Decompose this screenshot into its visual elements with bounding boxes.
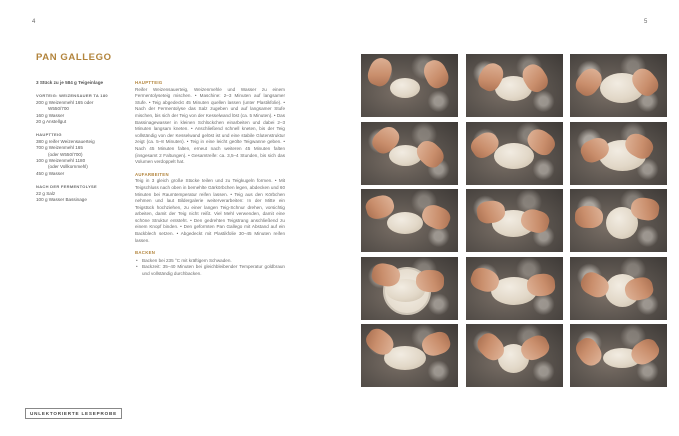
step-photo: [570, 122, 667, 185]
step-photo: [361, 324, 458, 387]
recipe-title: PAN GALLEGO: [36, 52, 112, 63]
dough: [494, 143, 534, 169]
step-photo: [361, 257, 458, 320]
ingredient-line: 380 g reifer Weizensauerteig: [36, 138, 95, 144]
ingredient-line: 450 g Wasser: [36, 170, 65, 176]
proof-stamp: UNLEKTORIERTE LESEPROBE: [25, 408, 122, 419]
ingredient-line: 200 g Weizenmehl 165 oder: [36, 99, 94, 105]
ingredient-line: 100 g Wasser Bassinage: [36, 197, 87, 203]
ingredient-group-heading: HAUPTTEIG: [36, 132, 62, 138]
ingredient-line: (oder Vollkornmehl): [48, 164, 88, 170]
ingredient-line: 20 g Anstellgut: [36, 119, 67, 125]
method-section-heading: AUFARBEITEN: [135, 171, 169, 177]
step-photo: [361, 122, 458, 185]
ingredient-line: (oder W550/700): [48, 151, 83, 157]
method-paragraph: Reifer Weizensauerteig, Weizenmehle und Wasser zu einem Fermentolyseteig mischen. • Maschine: 2–3 Minuten auf langsamer Stufe. • Teig abgedeckt 45 Minuten quellen lassen (unter Plastikfolie). • Nach der Fermentolyse das Salz zugeben und auf langsamer Stufe mischen, bis sich der Teig von der Kesselwand löst (ca. 5 Minuten). • Das Bassinagewasser in kleinen Schlückchen einarbeiten und dabei 2–3 Minuten langsam kneten. • Anschließend schnell kneten, bis der Teig vollständig von der Kesselwand gelöst ist und eine stabile Glutenstruktur zeigt (ca. 5–8 Minuten). • Teig in eine leicht geölte Teigwanne geben. • Nach 45 Minuten falten, erneut nach weiteren 45 Minuten falten (insgesamt 2 Faltungen). • Gesamtreife: ca. 3,5–4 Stunden, bis sich das Volumen verdoppelt hat.: [135, 86, 285, 165]
ingredient-groups: [36, 93, 132, 203]
step-photo: [466, 257, 563, 320]
method-section-heading: BACKEN: [135, 250, 156, 256]
ingredient-line: 700 g Weizenmehl 165: [36, 145, 83, 151]
step-photo: [466, 122, 563, 185]
page-number-right: 5: [644, 19, 648, 25]
page-number-left: 4: [32, 19, 36, 25]
hand: [575, 206, 604, 229]
ingredient-line: 22 g Salz: [36, 190, 56, 196]
method-bullet-list: [135, 258, 285, 278]
ingredient-line: 160 g Wasser: [36, 112, 65, 118]
dough: [390, 78, 420, 98]
ingredient-group-heading: NACH DER FERMENTOLYSE: [36, 184, 97, 190]
method-section-heading: HAUPTTEIG: [135, 80, 163, 85]
method-paragraph: Teig in 3 gleich große Stücke teilen und zu Teigkugeln formen. • Mit Teigschluss nach oben in bemehlte Gärkörbchen legen, abdecken und 60 Minuten bei Raumtemperatur reifen lassen. • Teig aus den Körbchen nehmen und laut Bildergalerie weiterverarbeiten: In der Mitte ein Teigstück hochziehen, zu einer langen Teig-Schnur drehen, vorsichtig arbeiten, damit der Teig nicht reißt. Viel Mehl verwenden, damit eine schöne Struktur entsteht. • Den gedrehten Teigstrang anschließend zu einem Knopf binden. • Den geformten Pan Gallego mit Abstand auf ein Backblech setzen. • Abgedeckt mit Plastikfolie 30–45 Minuten reifen lassen.: [135, 178, 285, 243]
step-photo: [361, 189, 458, 252]
ingredient-group-heading: VORTEIG: WEIZENSAUER TA 180: [36, 93, 108, 99]
step-photo: [570, 189, 667, 252]
step-photo: [466, 189, 563, 252]
step-photo: [466, 54, 563, 117]
photo-gallery: [361, 54, 661, 387]
hand: [526, 272, 556, 296]
method-text: [135, 80, 285, 278]
ingredient-line: 100 g Weizenmehl 1180: [36, 158, 86, 164]
yield-line: 3 Stück zu je 584 g Teigeinlage: [36, 80, 104, 85]
step-photo: [361, 54, 458, 117]
ingredient-line: W550/700: [48, 106, 69, 112]
method-bullet: • Backen bei 235 °C mit kräftigem Schwaden.: [135, 258, 285, 265]
step-photo: [570, 257, 667, 320]
step-photo: [466, 324, 563, 387]
dough: [387, 212, 423, 234]
method-bullet: • Backzeit: 35–40 Minuten bei gleichbleibender Temperatur goldbraun und vollständig durchbacken.: [135, 264, 285, 277]
step-photo: [570, 324, 667, 387]
hand: [416, 269, 445, 292]
step-photo: [570, 54, 667, 117]
ingredient-list: [36, 80, 132, 204]
